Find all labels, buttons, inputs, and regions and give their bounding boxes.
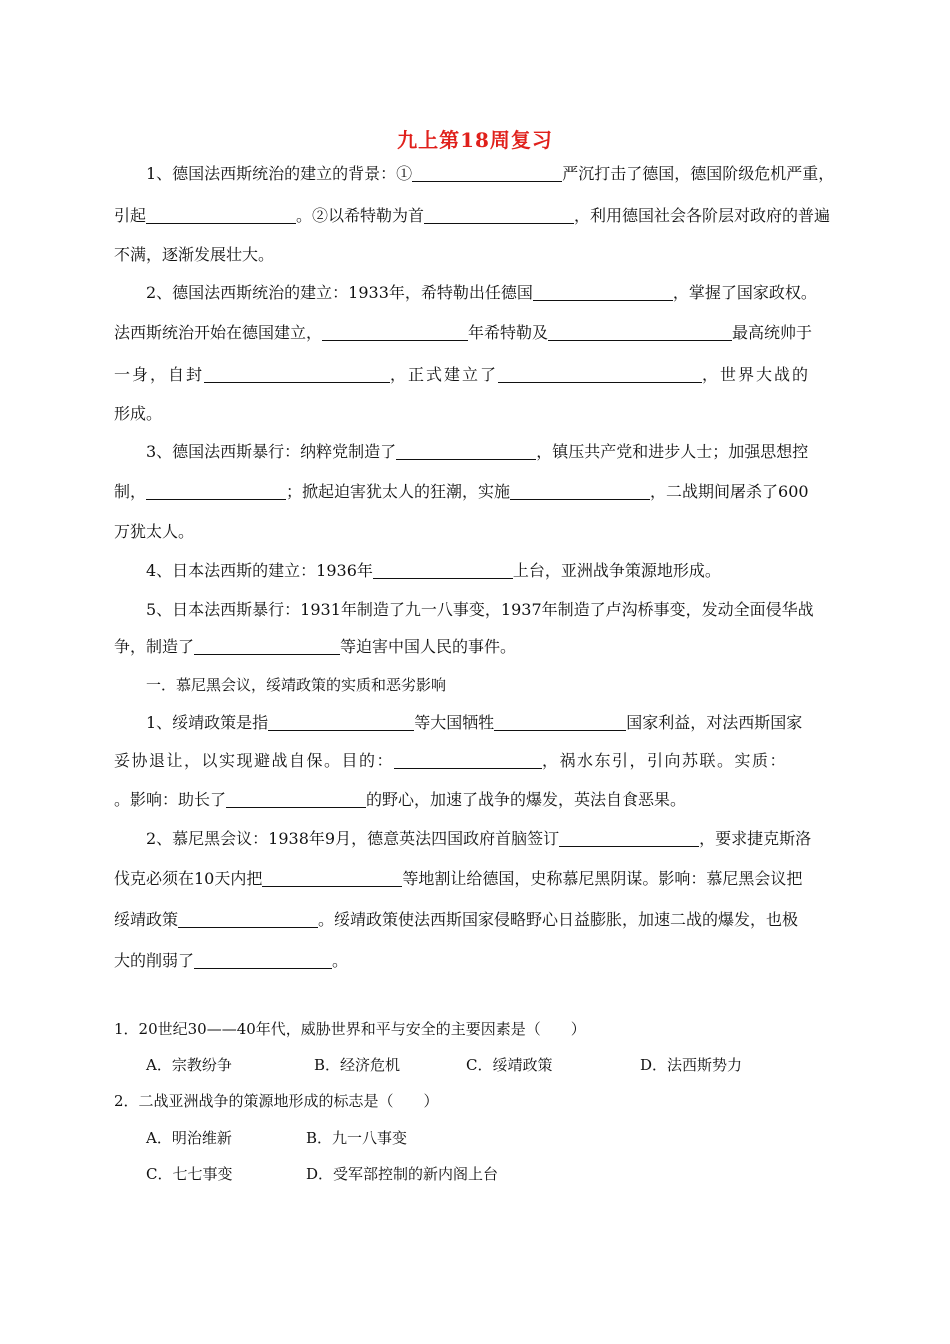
fill-blank[interactable]	[204, 366, 390, 383]
p2-text: 。	[332, 951, 349, 970]
s1-text: 不满，逐渐发展壮大。	[114, 245, 275, 264]
fill-blank[interactable]	[268, 714, 414, 731]
s1-text: ，利用德国社会各阶层对政府的普遍	[574, 206, 831, 225]
q1-option-c[interactable]: C．绥靖政策	[466, 1056, 553, 1074]
fill-blank[interactable]	[262, 870, 402, 887]
p2-text: 大的削弱了	[114, 951, 195, 970]
fill-blank[interactable]	[533, 284, 673, 301]
section-heading: 一．慕尼黑会议，绥靖政策的实质和恶劣影响	[146, 676, 447, 694]
s3-text: 3、德国法西斯暴行：纳粹党制造了	[146, 442, 397, 461]
s3-text: ，二战期间屠杀了600	[650, 482, 809, 501]
fill-blank[interactable]	[322, 324, 468, 341]
s2-text: ，正式建立了	[390, 365, 499, 384]
s5-line1	[146, 599, 844, 621]
question-1-stem: 1．20世纪30——40年代，威胁世界和平与安全的主要因素是（ ）	[114, 1020, 586, 1038]
s1-text: 严沉打击了德国，德国阶级危机严重，	[562, 164, 835, 183]
s5-text: 5、日本法西斯暴行：1931年制造了九一八事变，1937年制造了卢沟桥事变，发动全面侵华战	[146, 600, 814, 619]
s1-line2	[114, 205, 844, 227]
p1-text: 国家利益，对法西斯国家	[626, 713, 803, 732]
fill-blank[interactable]	[494, 714, 626, 731]
s2-text: 最高统帅于	[732, 323, 813, 342]
s2-text: 形成。	[114, 404, 163, 423]
p1-line3	[114, 789, 844, 811]
s4-text: 上台，亚洲战争策源地形成。	[512, 561, 721, 580]
p1-line1	[146, 712, 844, 734]
p1-text: 等大国牺牲	[414, 713, 495, 732]
q1-option-b[interactable]: B．经济危机	[314, 1056, 401, 1074]
p2-line2	[114, 868, 844, 890]
fill-blank[interactable]	[373, 562, 513, 579]
s3-line1	[146, 441, 844, 463]
s1-text: 引起	[114, 206, 147, 225]
fill-blank[interactable]	[559, 830, 699, 847]
fill-blank[interactable]	[194, 638, 340, 655]
p2-text: 绥靖政策	[114, 910, 179, 929]
fill-blank[interactable]	[146, 207, 296, 224]
fill-blank[interactable]	[510, 483, 650, 500]
page-title: 九上第18周复习	[397, 128, 553, 152]
fill-blank[interactable]	[396, 443, 536, 460]
s4-text: 4、日本法西斯的建立：1936年	[146, 561, 373, 580]
fill-blank[interactable]	[412, 165, 562, 182]
s5-line2	[114, 636, 844, 658]
s3-line2	[114, 481, 844, 503]
s5-text: 争，制造了	[114, 637, 195, 656]
s3-text: ；掀起迫害犹太人的狂潮，实施	[286, 482, 511, 501]
s4-line1	[146, 560, 844, 582]
p1-line2	[114, 750, 844, 772]
p1-text: 的野心，加速了战争的爆发，英法自食恶果。	[366, 790, 687, 809]
s2-text: 一身，自封	[114, 365, 205, 384]
q2-option-c[interactable]: C．七七事变	[146, 1165, 233, 1183]
s2-text: ，掌握了国家政权。	[672, 283, 817, 302]
s1-text: 1、德国法西斯统治的建立的背景：①	[146, 164, 413, 183]
s1-line3	[114, 244, 844, 266]
q2-option-a[interactable]: A．明治维新	[146, 1129, 232, 1147]
p2-line1	[146, 828, 844, 850]
s2-line3	[114, 364, 844, 386]
p2-text: 等地割让给德国，史称慕尼黑阴谋。影响：慕尼黑会议把	[402, 869, 803, 888]
s3-text: 制，	[114, 482, 147, 501]
fill-blank[interactable]	[498, 366, 702, 383]
s2-line2	[114, 322, 844, 344]
p2-text: 。绥靖政策使法西斯国家侵略野心日益膨胀，加速二战的爆发，也极	[318, 910, 799, 929]
s2-line4	[114, 403, 844, 425]
p2-line3	[114, 909, 844, 931]
q2-option-d[interactable]: D．受军部控制的新内阁上台	[306, 1165, 499, 1183]
s2-text: 年希特勒及	[468, 323, 549, 342]
s1-text: 。②以希特勒为首	[296, 206, 425, 225]
s2-text: ，世界大战的	[702, 365, 811, 384]
p1-text: ，祸水东引，引向苏联。实质：	[542, 751, 788, 770]
s3-text: ，镇压共产党和进步人士；加强思想控	[536, 442, 809, 461]
fill-blank[interactable]	[424, 207, 574, 224]
fill-blank[interactable]	[226, 791, 366, 808]
p1-text: 。影响：助长了	[114, 790, 227, 809]
fill-blank[interactable]	[194, 952, 332, 969]
q1-option-a[interactable]: A．宗教纷争	[146, 1056, 232, 1074]
p2-text: 2、慕尼黑会议：1938年9月，德意英法四国政府首脑签订	[146, 829, 560, 848]
fill-blank[interactable]	[178, 911, 318, 928]
fill-blank[interactable]	[548, 324, 732, 341]
s2-text: 法西斯统治开始在德国建立，	[114, 323, 323, 342]
q1-option-d[interactable]: D．法西斯势力	[640, 1056, 743, 1074]
fill-blank[interactable]	[394, 752, 542, 769]
s1-line1	[146, 163, 844, 185]
s3-text: 万犹太人。	[114, 522, 195, 541]
p2-text: ，要求捷克斯洛	[699, 829, 812, 848]
s5-text: 等迫害中国人民的事件。	[340, 637, 517, 656]
s2-line1	[146, 282, 844, 304]
fill-blank[interactable]	[146, 483, 286, 500]
p2-line4	[114, 950, 844, 972]
q2-option-b[interactable]: B．九一八事变	[306, 1129, 408, 1147]
p1-text: 妥协退让，以实现避战自保。目的：	[114, 751, 395, 770]
p1-text: 1、绥靖政策是指	[146, 713, 269, 732]
p2-text: 伐克必须在10天内把	[114, 869, 263, 888]
question-2-stem: 2．二战亚洲战争的策源地形成的标志是（ ）	[114, 1092, 439, 1110]
s2-text: 2、德国法西斯统治的建立：1933年，希特勒出任德国	[146, 283, 533, 302]
s3-line3	[114, 521, 844, 543]
